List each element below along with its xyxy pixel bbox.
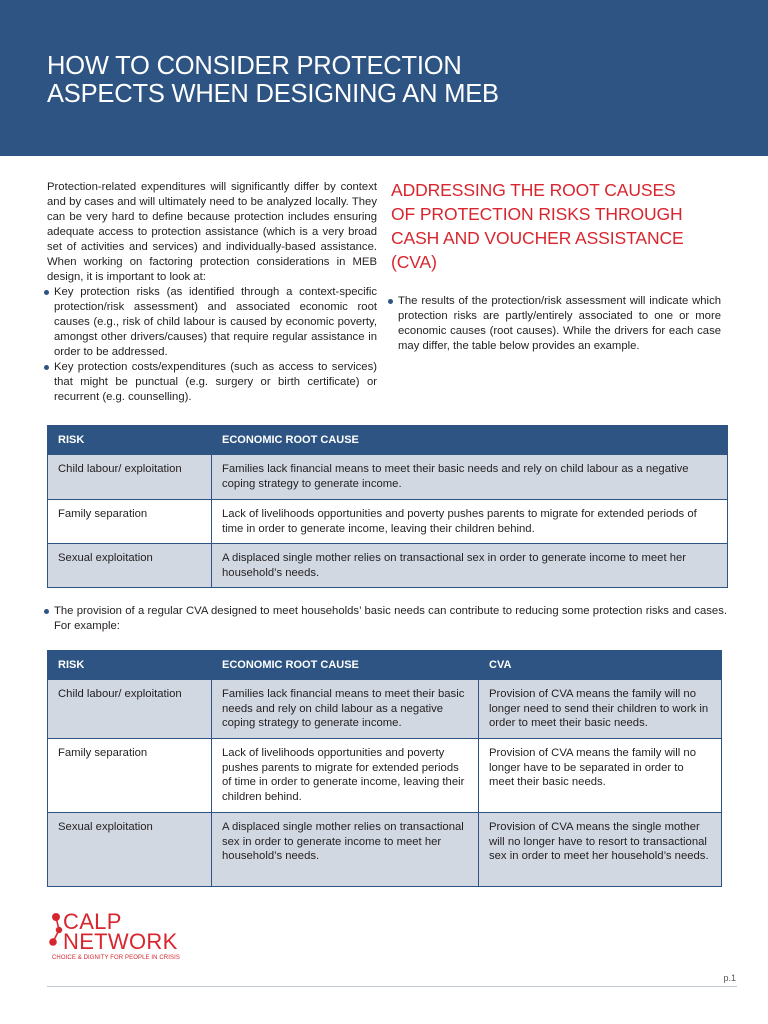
list-item: [47, 285, 377, 360]
table-header-row: [48, 651, 722, 680]
bullet-icon: [388, 299, 393, 304]
page-title: HOW TO CONSIDER PROTECTION ASPECTS WHEN DESIGNING AN MEB: [47, 52, 499, 108]
bullet-icon: [44, 290, 49, 295]
table-row: [48, 455, 728, 500]
table-cell: Child labour/ exploitation: [48, 455, 212, 500]
table-cell: Provision of CVA means the family will no longer have to be separated in order to meet their basic needs.: [479, 739, 722, 813]
logo-word-network: NETWORK: [63, 929, 178, 954]
table-cell: Provision of CVA means the single mother will no longer have to resort to transactional sex in order to meet her household’s needs.: [479, 813, 722, 887]
table-cell: A displaced single mother relies on transactional sex in order to generate income to meet her household’s needs.: [212, 813, 479, 887]
table-cell: Lack of livelihoods opportunities and poverty pushes parents to migrate for extended periods of time in order to generate income, leaving their children behind.: [212, 500, 728, 544]
cva-intro: [47, 604, 727, 634]
bullet-text: Key protection risks (as identified through a context-specific protection/risk assessment) and associated economic root causes (e.g., risk of child labour is caused by economic poverty, amongst other drivers/causes) that require regular assistance in order to be addressed.: [54, 286, 377, 358]
root-causes-section: [391, 178, 721, 354]
column-header: RISK: [48, 426, 212, 455]
list-item: [47, 604, 727, 634]
list-item: [47, 360, 377, 405]
table-row: [48, 680, 722, 739]
logo-tagline: CHOICE & DIGNITY FOR PEOPLE IN CRISIS: [52, 955, 180, 961]
intro-section: [47, 180, 377, 405]
bullet-text: Key protection costs/expenditures (such as access to services) that might be punctual (e.g. surgery or birth certificate) or recurrent (e.g. counselling).: [54, 361, 377, 403]
intro-bullet-list: [47, 285, 377, 405]
table-cell: Family separation: [48, 739, 212, 813]
column-header: CVA: [479, 651, 722, 680]
calp-network-logo: [47, 908, 207, 968]
table-cell: Family separation: [48, 500, 212, 544]
column-header: ECONOMIC ROOT CAUSE: [212, 426, 728, 455]
cva-bullet-list: [47, 604, 727, 634]
risk-cva-table: [47, 650, 722, 887]
table-row: [48, 544, 728, 588]
footer-divider: [47, 986, 737, 987]
table-row: [48, 739, 722, 813]
intro-paragraph: Protection-related expenditures will significantly differ by context and by cases and will ultimately need to be analyzed locally. They can be very hard to define because protection includes ensuring adequate access to protection assistance (which is a very broad set of activities and services) and individually-based assistance. When working on factoring protection considerations in MEB design, it is important to look at:: [47, 181, 377, 283]
page-number: p.1: [723, 973, 736, 983]
list-item: [391, 294, 721, 354]
page-header: [0, 0, 768, 156]
table-cell: Families lack financial means to meet their basic needs and rely on child labour as a negative coping strategy to generate income.: [212, 680, 479, 739]
table-cell: Families lack financial means to meet their basic needs and rely on child labour as a negative coping strategy to generate income.: [212, 455, 728, 500]
bullet-icon: [44, 609, 49, 614]
bullet-text: The results of the protection/risk assessment will indicate which protection risks are partly/entirely associated to one or more economic causes (root causes). While the drivers for each case may differ, the table below provides an example.: [398, 295, 721, 352]
table-cell: Sexual exploitation: [48, 544, 212, 588]
table-row: [48, 813, 722, 887]
table-cell: Sexual exploitation: [48, 813, 212, 887]
table-cell: Child labour/ exploitation: [48, 680, 212, 739]
column-header: RISK: [48, 651, 212, 680]
root-causes-bullet-list: [391, 294, 721, 354]
table-row: [48, 500, 728, 544]
bullet-icon: [44, 365, 49, 370]
bullet-text: The provision of a regular CVA designed to meet households’ basic needs can contribute to reducing some protection risks and cases. For example:: [54, 605, 727, 632]
column-header: ECONOMIC ROOT CAUSE: [212, 651, 479, 680]
risk-root-cause-table: [47, 425, 728, 588]
table-cell: Provision of CVA means the family will no longer need to send their children to work in order to meet their basic needs.: [479, 680, 722, 739]
table-cell: A displaced single mother relies on transactional sex in order to generate income to meet her household’s needs.: [212, 544, 728, 588]
table-header-row: [48, 426, 728, 455]
section-heading: ADDRESSING THE ROOT CAUSES OF PROTECTION RISKS THROUGH CASH AND VOUCHER ASSISTANCE (CVA): [391, 180, 684, 272]
logo-word-calp: CALP: [63, 909, 122, 934]
table-cell: Lack of livelihoods opportunities and poverty pushes parents to migrate for extended periods of time in order to generate income, leaving their children behind.: [212, 739, 479, 813]
